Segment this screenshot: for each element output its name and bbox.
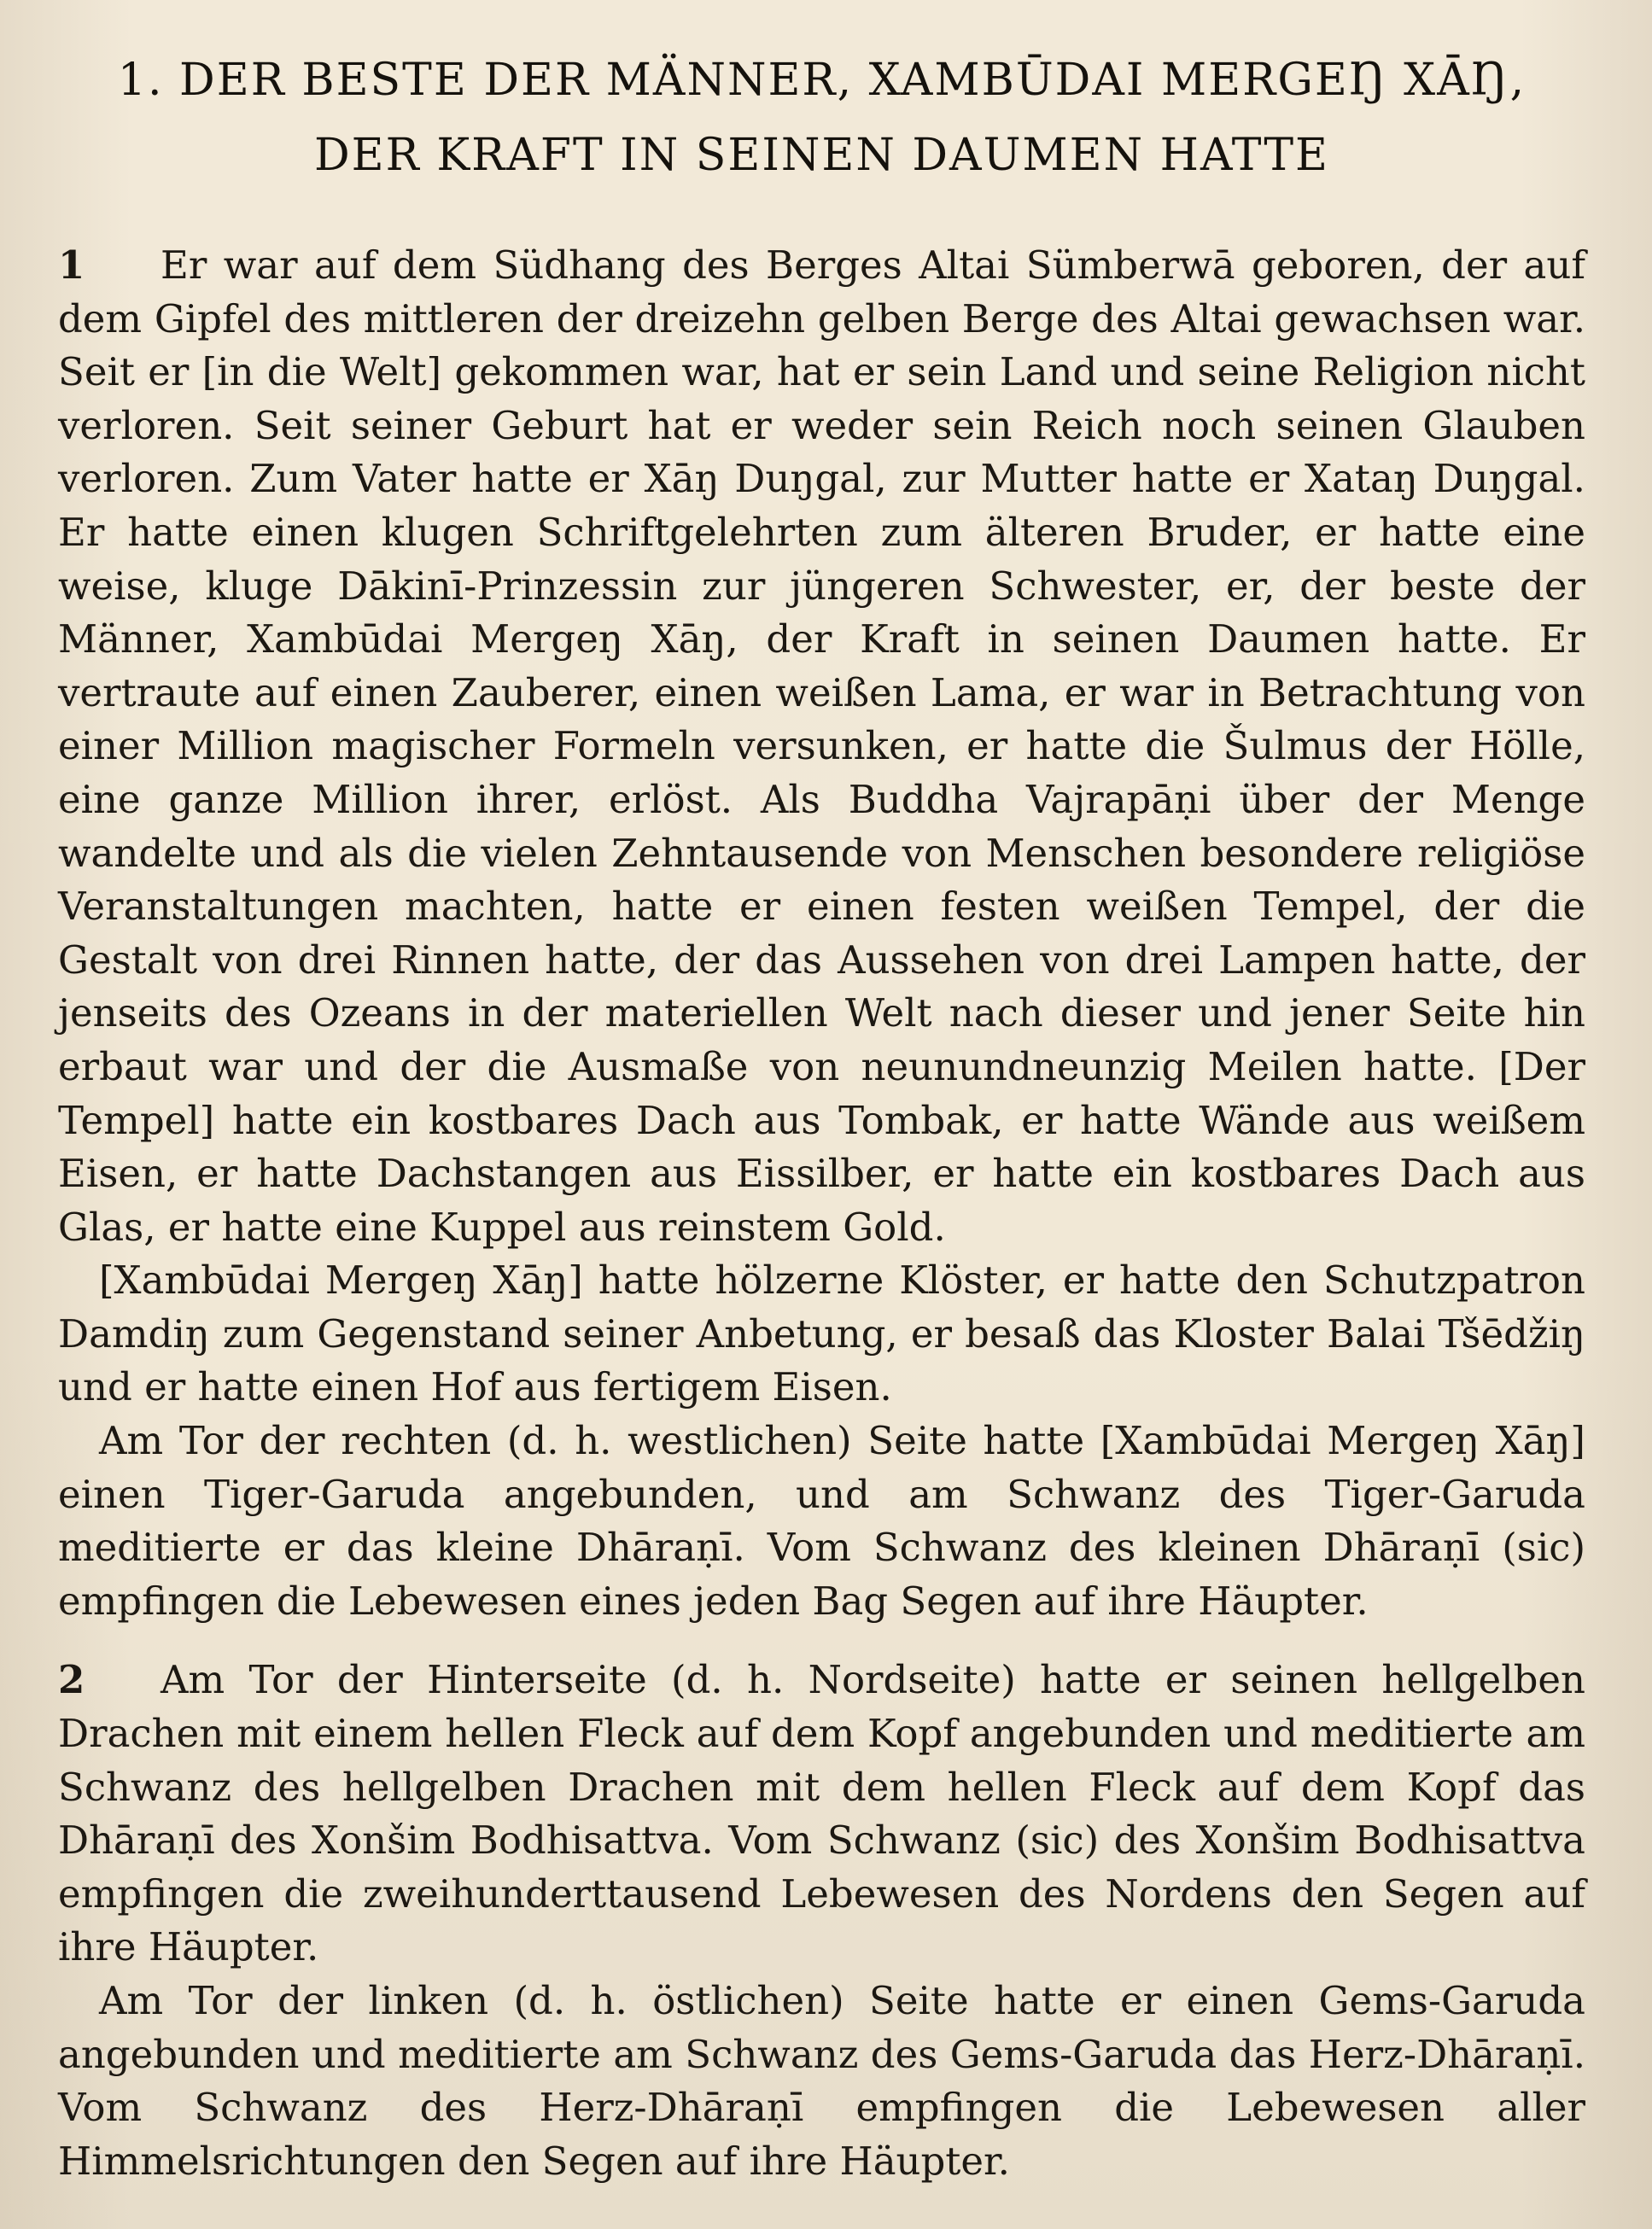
chapter-title-line-2: DER KRAFT IN SEINEN DAUMEN HATTE — [313, 130, 1329, 181]
chapter-title — [58, 43, 1585, 193]
section-1 — [58, 239, 1585, 1628]
section-1-paragraph-1 — [58, 239, 1585, 1254]
section-number: 2 — [58, 1657, 85, 1703]
section-2-paragraph-2: Am Tor der linken (d. h. östlichen) Seite hatte er einen Gems-Garuda angebunden und meditierte am Schwanz des Gems-Garuda das Herz-Dhāraṇī. Vom Schwanz des Herz-Dhāraṇī empfingen die Lebewesen aller Himmelsrichtungen den Segen auf ihre Häupter. — [58, 1978, 1585, 2184]
section-2 — [58, 1654, 1585, 2188]
section-2-paragraph-1 — [58, 1654, 1585, 1975]
chapter-title-line-1: 1. DER BESTE DER MÄNNER, XAMBŪDAI MERGEŊ XĀŊ, — [117, 55, 1526, 106]
paragraph-text: Er war auf dem Südhang des Berges Altai Sümberwā geboren, der auf dem Gipfel des mittleren der dreizehn gelben Berge des Altai gewachsen war. Seit er [in die Welt] gekommen war, hat er sein Land und seine Religion nicht verloren. Seit seiner Geburt hat er weder sein Reich noch seinen Glauben verloren. Zum Vater hatte er Xāŋ Duŋgal, zur Mutter hatte er Xataŋ Duŋgal. Er hatte einen klugen Schriftgelehrten zum älteren Bruder, er hatte eine weise, kluge Dākinī-Prinzessin zur jüngeren Schwester, er, der beste der Männer, Xambūdai Mergeŋ Xāŋ, der Kraft in seinen Daumen hatte. Er vertraute auf einen Zauberer, einen weißen Lama, er war in Betrachtung von einer Million magischer Formeln versunken, er hatte die Šulmus der Hölle, eine ganze Million ihrer, erlöst. Als Buddha Vajrapāṇi über der Menge wandelte und als die vielen Zehntausende von Menschen besondere religiöse Veranstaltungen machten, hatte er einen festen weißen Tempel, der die Gestalt von drei Rinnen hatte, der das Aussehen von drei Lampen hatte, der jenseits des Ozeans in der materiellen Welt nach dieser und jener Seite hin erbaut war und der die Ausmaße von neunundneunzig Meilen hatte. [Der Tempel] hatte ein kostbares Dach aus Tombak, er hatte Wände aus weißem Eisen, er hatte Dachstangen aus Eissilber, er hatte ein kostbares Dach aus Glas, er hatte eine Kuppel aus reinstem Gold. — [58, 242, 1585, 1250]
section-1-paragraph-2: [Xambūdai Mergeŋ Xāŋ] hatte hölzerne Klöster, er hatte den Schutzpatron Damdiŋ zum Gegenstand seiner Anbetung, er besaß das Kloster Balai Tšēdžiŋ und er hatte einen Hof aus fertigem Eisen. — [58, 1257, 1585, 1410]
section-1-paragraph-3: Am Tor der rechten (d. h. westlichen) Seite hatte [Xambūdai Mergeŋ Xāŋ] einen Tiger-Garuda angebunden, und am Schwanz des Tiger-Garuda meditierte er das kleine Dhāraṇī. Vom Schwanz des kleinen Dhāraṇī (sic) empfingen die Lebewesen eines jeden Bag Segen auf ihre Häupter. — [58, 1418, 1585, 1624]
section-number: 1 — [58, 242, 85, 288]
paragraph-text: Am Tor der Hinterseite (d. h. Nordseite) hatte er seinen hellgelben Drachen mit einem hellen Fleck auf dem Kopf angebunden und meditierte am Schwanz des hellgelben Drachen mit dem hellen Fleck auf dem Kopf das Dhāraṇī des Xonšim Bodhisattva. Vom Schwanz (sic) des Xonšim Bodhisattva empfingen die zweihunderttausend Lebewesen des Nordens den Segen auf ihre Häupter. — [58, 1657, 1585, 1970]
